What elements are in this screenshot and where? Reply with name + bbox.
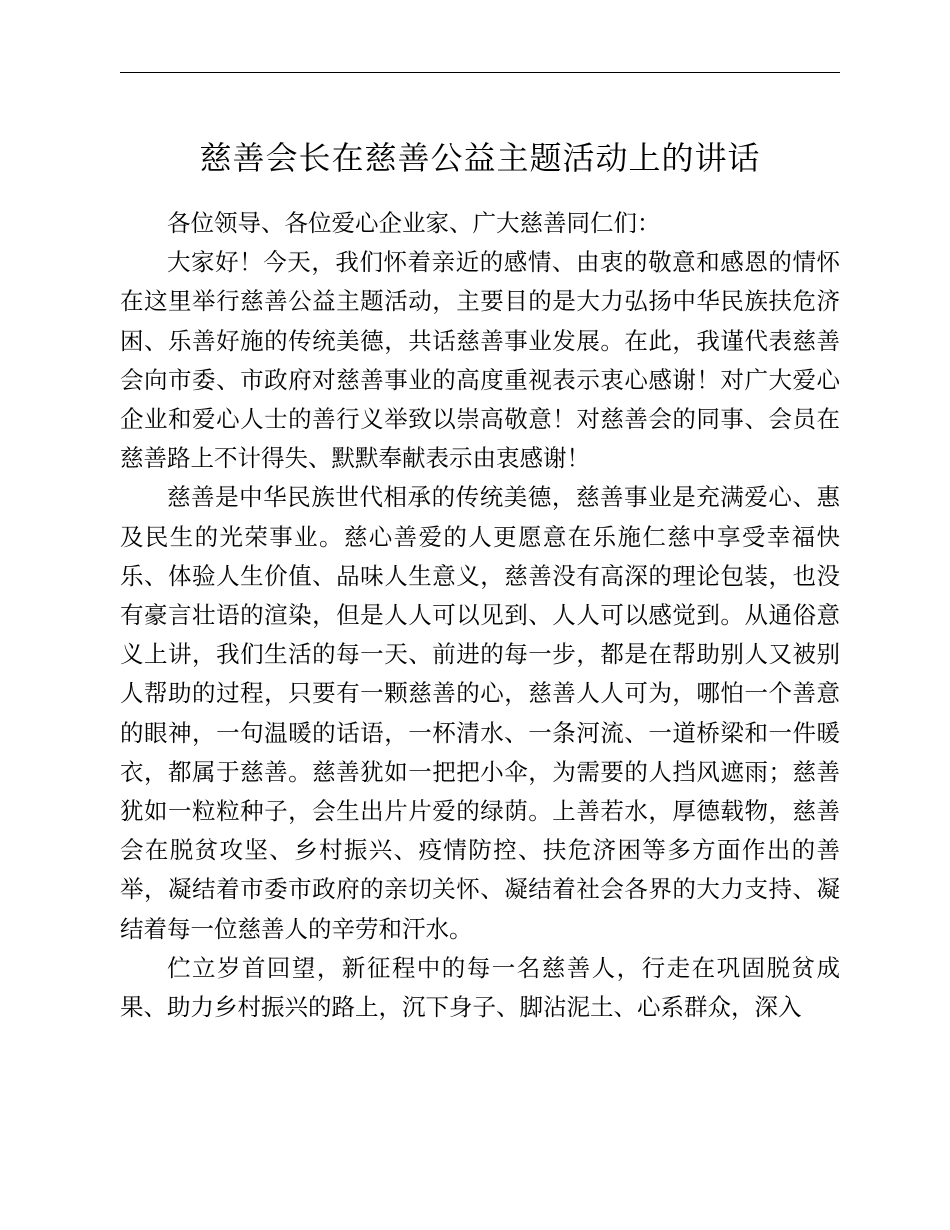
salutation: 各位领导、各位爱心企业家、广大慈善同仁们：: [167, 209, 661, 237]
document-title: 慈善会长在慈善公益主题活动上的讲话: [199, 139, 761, 177]
paragraph-2: 慈善是中华民族世代相承的传统美德，慈善事业是充满爱心、惠及民生的光荣事业。慈心善爱的人更愿意在乐施仁慈中享受幸福快乐、体验人生价值、品味人生意义，慈善没有高深的理论包装，也没有豪言壮语的渲染，但是人人可以见到、人人可以感觉到。从通俗意义上讲，我们生活的每一天、前进的每一步，都是在帮助别人又被别人帮助的过程，只要有一颗慈善的心，慈善人人可为，哪怕一个善意的眼神，一句温暖的话语，一杯清水、一条河流、一道桥梁和一件暖衣，都属于慈善。慈善犹如一把把小伞，为需要的人挡风遮雨；慈善犹如一粒粒种子，会生出片片爱的绿荫。上善若水，厚德载物，慈善会在脱贫攻坚、乡村振兴、疫情防控、扶危济困等多方面作出的善举，凝结着市委市政府的亲切关怀、凝结着社会各界的大力支持、凝结着每一位慈善人的辛劳和汗水。: [120, 483, 840, 943]
header-rule: [120, 72, 840, 73]
paragraph-1: 大家好！今天，我们怀着亲近的感情、由衷的敬意和感恩的情怀在这里举行慈善公益主题活动，主要目的是大力弘扬中华民族扶危济困、乐善好施的传统美德，共话慈善事业发展。在此，我谨代表慈善会向市委、市政府对慈善事业的高度重视表示衷心感谢！对广大爱心企业和爱心人士的善行义举致以崇高敬意！对慈善会的同事、会员在慈善路上不计得失、默默奉献表示由衷感谢！: [120, 248, 840, 473]
document-body: [120, 204, 840, 1027]
paragraph-3: 伫立岁首回望，新征程中的每一名慈善人，行走在巩固脱贫成果、助力乡村振兴的路上，沉下身子、脚沾泥土、心系群众，深入: [120, 953, 840, 1022]
